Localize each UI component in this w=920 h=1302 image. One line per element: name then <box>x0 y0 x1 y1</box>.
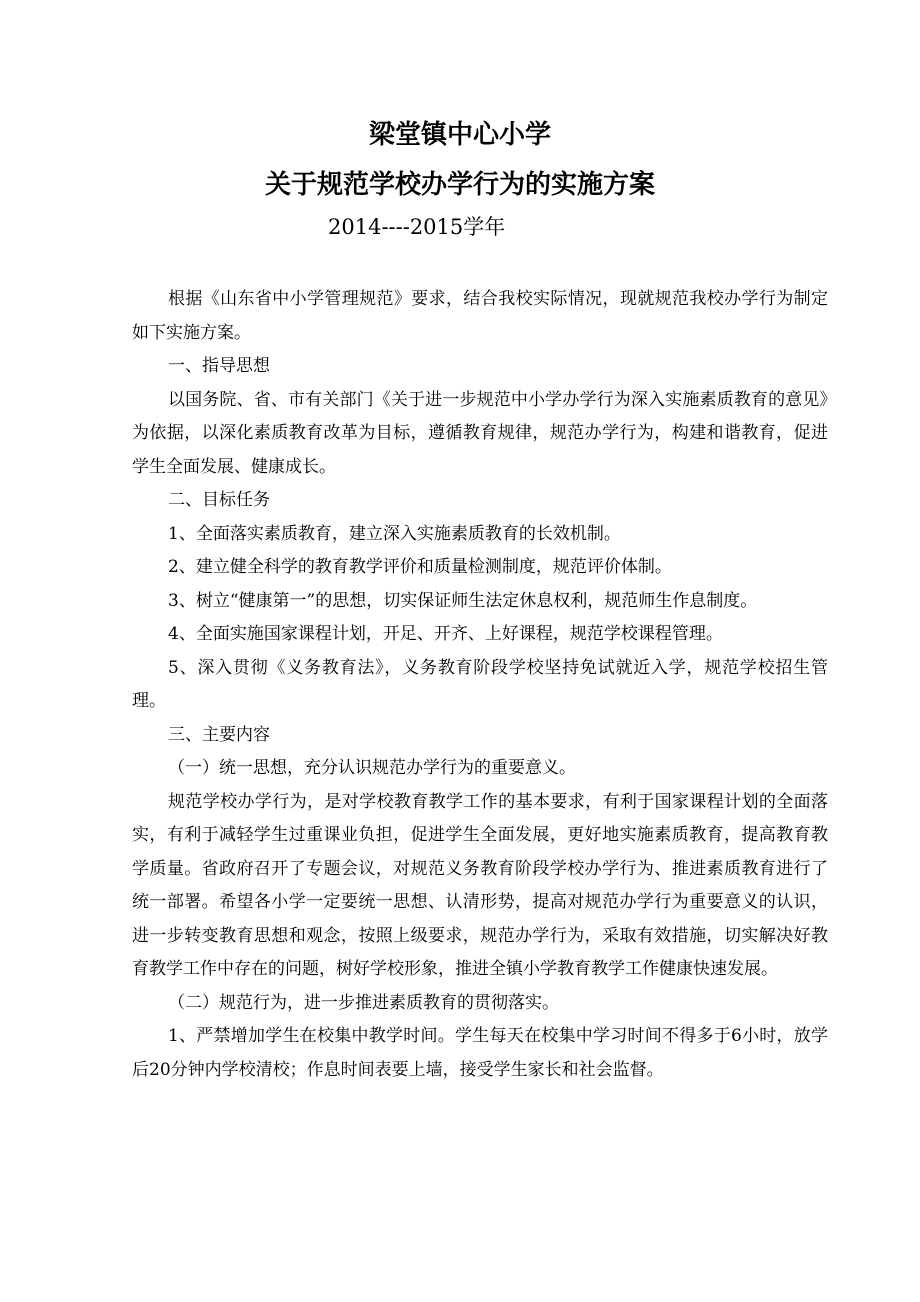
goal-item: 4、全面实施国家课程计划，开足、开齐、上好课程，规范学校课程管理。 <box>168 624 723 644</box>
document-title: 梁堂镇中心小学 <box>368 120 551 150</box>
guiding-thought-paragraph: 以国务院、省、市有关部门《关于进一步规范中小学办学行为深入实施素质教育的意见》为依据，以深化素质教育改革为目标，遵循教育规律，规范办学行为，构建和谐教育，促进学生全面发展、健康成长。 <box>132 389 828 477</box>
goal-item: 2、建立健全科学的教育教学评价和质量检测制度，规范评价体制。 <box>168 557 672 577</box>
intro-paragraph: 根据《山东省中小学管理规范》要求，结合我校实际情况，现就规范我校办学行为制定如下实施方案。 <box>132 289 828 343</box>
section-heading-goals: 二、目标任务 <box>168 490 270 510</box>
goal-item: 1、全面落实素质教育，建立深入实施素质教育的长效机制。 <box>168 523 621 544</box>
goal-item: 3、树立“健康第一”的思想，切实保证师生法定休息权利，规范师生作息制度。 <box>168 590 758 611</box>
school-year: 2014----2015学年 <box>328 215 506 239</box>
subsection-heading: （二）规范行为，进一步推进素质教育的贯彻落实。 <box>168 992 559 1013</box>
document-subtitle: 关于规范学校办学行为的实施方案 <box>264 170 655 200</box>
document-body <box>132 283 828 1087</box>
section-heading-guiding-thought: 一、指导思想 <box>168 356 270 376</box>
body-paragraph: 1、严禁增加学生在校集中教学时间。学生每天在校集中学习时间不得多于6小时，放学后20分钟内学校清校；作息时间表要上墙，接受学生家长和社会监督。 <box>132 1026 828 1080</box>
goal-item: 5、深入贯彻《义务教育法》，义务教育阶段学校坚持免试就近入学，规范学校招生管理。 <box>132 657 828 711</box>
section-heading-main-content: 三、主要内容 <box>168 724 270 745</box>
body-paragraph: 规范学校办学行为，是对学校教育教学工作的基本要求，有利于国家课程计划的全面落实，有利于减轻学生过重课业负担，促进学生全面发展，更好地实施素质教育，提高教育教学质量。省政府召开了专题会议，对规范义务教育阶段学校办学行为、推进素质教育进行了统一部署。希望各小学一定要统一思想、认清形势，提高对规范办学行为重要意义的认识，进一步转变教育思想和观念，按照上级要求，规范办学行为，采取有效措施，切实解决好教育教学工作中存在的问题，树好学校形象，推进全镇小学教育教学工作健康快速发展。 <box>132 791 828 979</box>
subsection-heading: （一）统一思想，充分认识规范办学行为的重要意义。 <box>168 758 576 778</box>
